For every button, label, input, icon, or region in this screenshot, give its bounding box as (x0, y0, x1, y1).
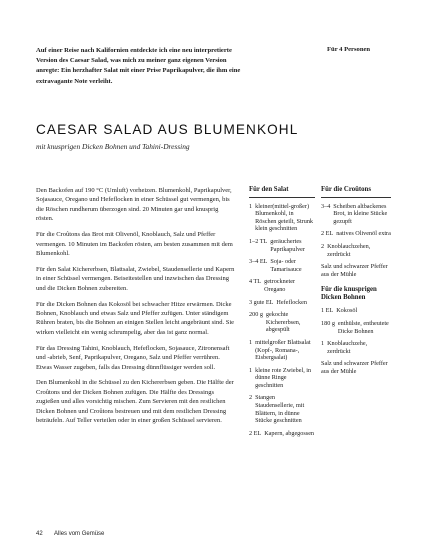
ingredient-name: gekochte Kichererbsen, abgespült (265, 311, 301, 334)
ingredient-name: natives Olivenöl extra (336, 230, 391, 238)
ingredient-name: Knoblauchzehe, zerdrückt (327, 340, 368, 355)
ingredient-name: Stangen Staudensellerie, mit Blättern, in dünne Stücke geschnitten (255, 394, 305, 425)
instruction-paragraph: Für das Dressing Tahini, Knoblauch, Hefeflocken, Sojasauce, Zitronensaft und -abrieb, Senf, Paprikapulver, Oregano, Salz und Pfeffer verrühren. Etwas Wasser zugeben, falls das Dressing dünnflüssiger werden soll. (36, 344, 230, 371)
ingredient-name: Knoblauchzehen, zerdrückt (327, 242, 371, 258)
salad-heading: Für den Salat (249, 186, 315, 198)
ingredient-qty: 2 EL (321, 230, 334, 238)
ingredient-qty: 4 TL (249, 278, 262, 286)
ingredient-qty: 2 (249, 394, 253, 402)
ingredient-item (321, 263, 391, 278)
ingredient-item (321, 230, 391, 238)
croutons-heading: Für die Croûtons (321, 186, 391, 198)
ingredient-qty: 1 (249, 366, 253, 374)
ingredients-croutons-beans (321, 186, 391, 381)
ingredient-name: enthülste, entheutete Dicke Bohnen (337, 319, 389, 335)
recipe-subtitle: mit knusprigen Dicken Bohnen und Tahini-Dressing (36, 142, 190, 151)
ingredients-salad (249, 186, 315, 442)
instruction-paragraph: Für den Salat Kichererbsen, Blattsalat, Zwiebel, Staudensellerie und Kapern in einer Schüssel vermengen. Beiseitestellen und inzwischen das Dressing und die Dicken Bohnen zubereiten. (36, 265, 235, 292)
ingredient-item (321, 360, 391, 375)
ingredient-name: getrockneter Oregano (264, 278, 296, 293)
page-footer (36, 531, 104, 537)
ingredient-item (249, 339, 315, 362)
instruction-paragraph: Den Backofen auf 190 °C (Umluft) vorheizen. Blumenkohl, Paprikapulver, Sojasauce, Oregano und Hefeflocken in einer Schüssel gut vermengen, bis die Röschen rundherum überzogen sind. 20 Minuten gar und knusprig rösten. (36, 187, 232, 223)
ingredient-qty: 3–4 (321, 202, 331, 210)
ingredient-qty: 3 gute EL (249, 298, 274, 306)
page-number: 42 (36, 531, 43, 537)
ingredient-name: Scheiben altbackenes Brot, in kleine Stücke gezupft (333, 202, 388, 225)
instruction-paragraph: Für die Dicken Bohnen das Kokosöl bei schwacher Hitze erwärmen. Dicke Bohnen, Knoblauch und etwas Salz und Pfeffer zufügen. Unter ständigem Rühren braten, bis die Bohnen an einigen Stellen leicht angebräunt sind. Sie wirken vielleicht ein wenig schrumpelig, aber das ist ganz normal. (36, 300, 235, 336)
ingredient-qty: 1 EL (321, 307, 334, 315)
ingredient-qty: 1–2 TL (249, 237, 268, 245)
servings-label: Für 4 Personen (327, 46, 371, 53)
ingredient-qty: 2 EL (249, 429, 262, 437)
intro-text: Auf einer Reise nach Kalifornien entdeckte ich eine neu interpretierte Version des Caesar Salad, was mich zu meiner ganz eigenen Version anregte: Ein herzhafter Salat mit einer Prise Paprikapulver, die ihm eine extravagante Note verleiht. (36, 47, 241, 85)
ingredient-item (321, 307, 391, 315)
ingredient-name: Soja- oder Tamarisauce (270, 258, 302, 273)
ingredient-qty: 1 (249, 202, 253, 210)
instructions (36, 186, 236, 432)
ingredient-name: Kokosöl (336, 307, 358, 315)
ingredient-name: Salz und schwarzer Pfeffer aus der Mühle (321, 263, 388, 278)
ingredient-name: mittelgroßer Blattsalat (Kopf-, Romana-, Eisbergsalat) (255, 338, 311, 362)
ingredient-qty: 1 (249, 338, 253, 346)
ingredient-item (321, 243, 391, 258)
ingredient-item (321, 203, 391, 226)
ingredient-qty: 180 g (321, 319, 335, 327)
ingredient-qty: 200 g (249, 311, 263, 319)
ingredient-item (249, 394, 315, 424)
ingredient-item (249, 311, 315, 334)
ingredient-name: Hefeflocken (276, 298, 307, 306)
ingredient-qty: 1 (321, 340, 325, 348)
beans-heading: Für die knusprigen Dicken Bohnen (321, 286, 377, 302)
ingredient-item (249, 430, 315, 438)
ingredient-item (249, 203, 315, 233)
ingredient-name: Salz und schwarzer Pfeffer aus der Mühle (321, 360, 388, 375)
ingredient-item (321, 340, 391, 355)
ingredient-item (249, 238, 315, 253)
ingredient-item (249, 278, 315, 293)
book-title: Alles vom Gemüse (54, 531, 105, 537)
instruction-paragraph: Den Blumenkohl in die Schüssel zu den Kichererbsen geben. Die Hälfte der Croûtons und der Dicken Bohnen zufügen. Die Hälfte des Dressings zugießen und alles vorsichtig mischen. Zum Servieren mit den restlichen Dicken Bohnen und Croûtons bestreuen und mit dem restlichen Dressing beträufeln. Auf Teller verteilen oder in einer großen Schüssel servieren. (36, 379, 234, 425)
ingredient-item (249, 367, 315, 390)
ingredient-name: kleine rote Zwiebel, in dünne Ringe geschnitten (255, 366, 312, 389)
ingredient-qty: 2 (321, 242, 325, 250)
ingredient-name: Kapern, abgegossen (264, 429, 315, 437)
ingredient-qty: 3–4 EL (249, 258, 268, 266)
ingredient-item (249, 299, 315, 307)
recipe-title: CAESAR SALAD AUS BLUMENKOHL (36, 122, 299, 137)
ingredient-item (249, 258, 315, 273)
instruction-paragraph: Für die Croûtons das Brot mit Olivenöl, Knoblauch, Salz und Pfeffer vermengen. 10 Minuten im Backofen rösten, am besten zusammen mit dem Blumenkohl. (36, 231, 233, 257)
ingredient-name: kleiner(mittel-großer) Blumenkohl, in Röschen geteilt, Strunk klein geschnitten (255, 202, 314, 233)
ingredient-item (321, 320, 391, 335)
ingredient-name: geräuchertes Paprikapulver (270, 237, 305, 253)
